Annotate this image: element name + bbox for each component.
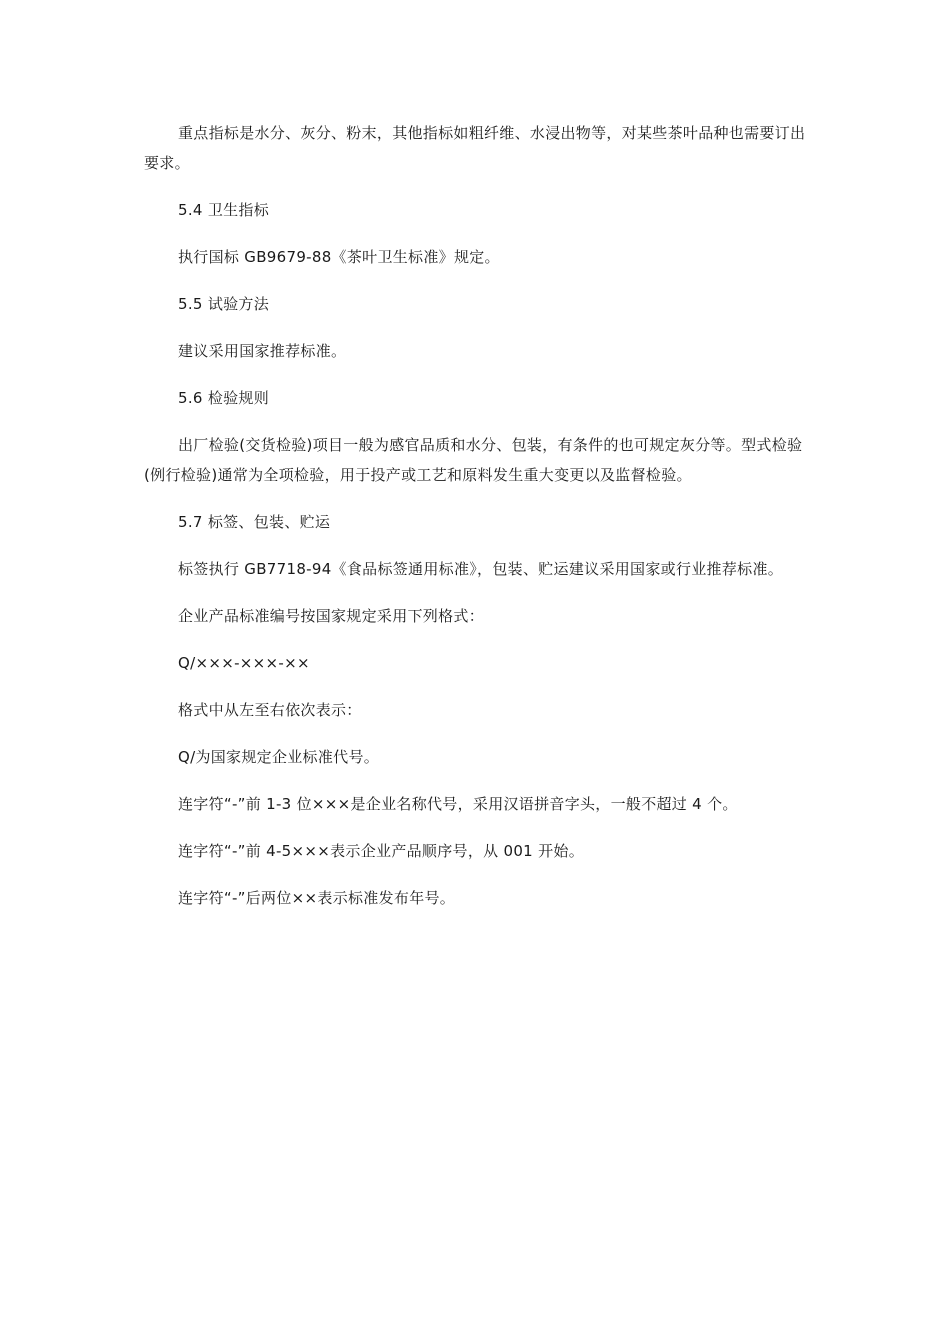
paragraph-key-indicators: 重点指标是水分、灰分、粉末，其他指标如粗纤维、水浸出物等，对某些茶叶品种也需要订出要求。: [144, 124, 806, 172]
paragraph-number-format: Q/×××-×××-××: [178, 654, 310, 672]
paragraph-number-format-intro: 企业产品标准编号按国家规定采用下列格式：: [178, 607, 485, 625]
heading-5-4-hygiene: 5.4 卫生指标: [178, 201, 270, 219]
paragraph-inspection-rules: 出厂检验(交货检验)项目一般为感官品质和水分、包装，有条件的也可规定灰分等。型式检验(例行检验)通常为全项检验，用于投产或工艺和原料发生重大变更以及监督检验。: [144, 436, 803, 484]
heading-5-5-test-methods: 5.5 试验方法: [178, 295, 270, 313]
paragraph-q-code: Q/为国家规定企业标准代号。: [178, 748, 380, 766]
paragraph-labeling: 标签执行 GB7718-94《食品标签通用标准》，包装、贮运建议采用国家或行业推荐标准。: [178, 560, 784, 578]
heading-5-6-inspection-rules: 5.6 检验规则: [178, 389, 270, 407]
paragraph-format-explanation: 格式中从左至右依次表示：: [178, 701, 362, 719]
paragraph-hygiene-standard: 执行国标 GB9679-88《茶叶卫生标准》规定。: [178, 248, 500, 266]
paragraph-release-year: 连字符“-”后两位××表示标准发布年号。: [178, 889, 456, 907]
paragraph-company-code: 连字符“-”前 1-3 位×××是企业名称代号，采用汉语拼音字头，一般不超过 4 个。: [178, 795, 738, 813]
document-body: [144, 118, 814, 913]
paragraph-product-sequence: 连字符“-”前 4-5×××表示企业产品顺序号，从 001 开始。: [178, 842, 584, 860]
paragraph-test-methods: 建议采用国家推荐标准。: [178, 342, 347, 360]
heading-5-7-labeling: 5.7 标签、包装、贮运: [178, 513, 331, 531]
